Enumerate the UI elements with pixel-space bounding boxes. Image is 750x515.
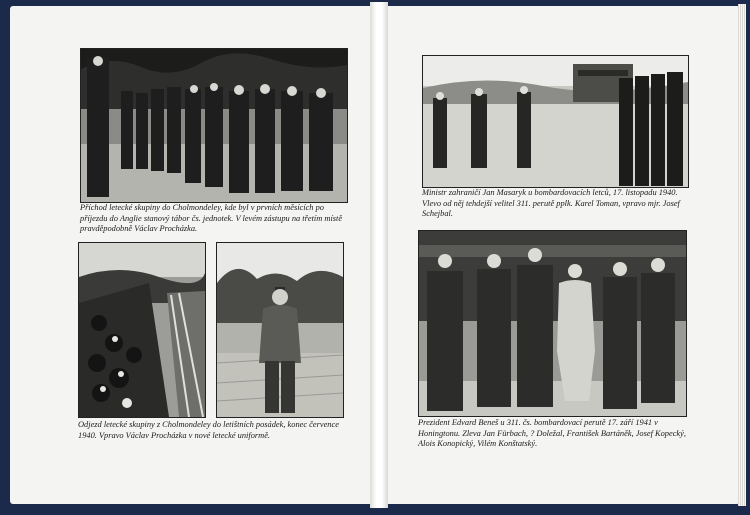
photo-prochazka-uniform <box>216 242 344 418</box>
photo-cholmondeley-arrival <box>80 48 348 203</box>
photo-masaryk-visit <box>422 55 689 188</box>
photo-benes-visit <box>418 230 687 417</box>
book-gutter <box>370 2 388 508</box>
caption-departure-july-1940: Odjezd letecké skupiny z Cholmondeley do letištních posádek, konec července 1940. Vpravo Václav Procházka v nové letecké uniformě. <box>78 420 339 440</box>
caption-benes-visit: Prezident Edvard Beneš u 311. čs. bombardovací perutě 17. září 1941 v Honingtonu. Zleva Jan Fürbach, ? Doležal, František Bartáněk, Josef Kopecký, Alois Konopický, Vilém Konštatský. <box>418 418 686 449</box>
photo-train-departure <box>78 242 206 418</box>
caption-cholmondeley-arrival: Příchod letecké skupiny do Cholmondeley, kde byl v prvních měsících po příjezdu do Anglie stanový tábor čs. jednotek. V levém zástupu na třetím místě pravděpodobně Václav Procházka. <box>80 203 343 234</box>
caption-masaryk-visit: Ministr zahraničí Jan Masaryk u bombardovacích letců, 17. listopadu 1940. Vlevo od něj tehdejší velitel 311. perutě pplk. Karel Toman, vpravo mjr. Josef Schejbal. <box>422 188 680 219</box>
page-edges <box>738 4 746 506</box>
